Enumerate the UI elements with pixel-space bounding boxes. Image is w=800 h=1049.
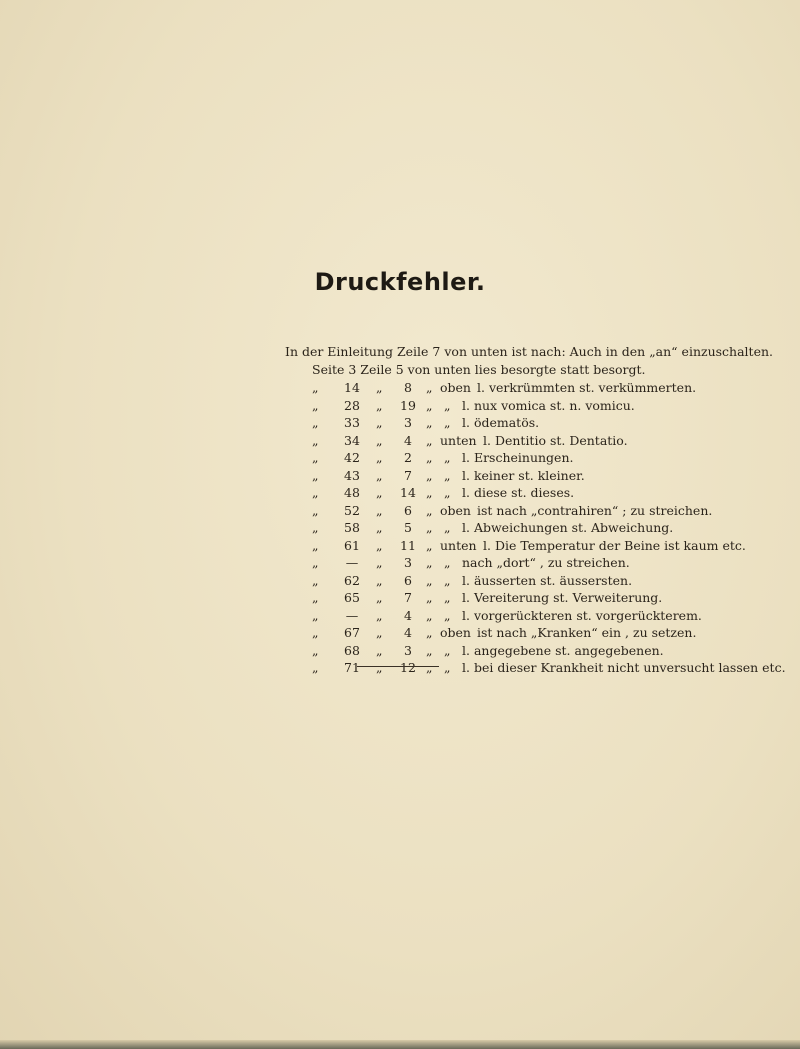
ditto-mark: „ <box>312 625 319 640</box>
ditto-mark: „ <box>376 415 383 430</box>
line-number: 3 <box>404 642 412 658</box>
ditto-mark: „ <box>426 415 433 430</box>
ditto-mark: „ <box>376 397 383 413</box>
ditto-mark: „ <box>426 502 433 518</box>
ditto-mark: „ <box>376 450 383 465</box>
page-number: 52 <box>344 502 360 518</box>
line-number: 3 <box>404 415 412 430</box>
line-number: 4 <box>404 625 412 640</box>
page-number: 67 <box>344 625 360 640</box>
position-word: oben <box>440 380 471 395</box>
ditto-mark: „ <box>312 502 319 518</box>
line-number: 5 <box>404 520 412 535</box>
ditto-mark: „ <box>426 397 433 413</box>
position-word: oben <box>440 502 471 518</box>
ditto-mark: „ <box>426 537 433 553</box>
page-number: 28 <box>344 397 360 413</box>
page-number: 62 <box>344 572 360 588</box>
ditto-mark: „ <box>376 642 383 658</box>
line-number: 14 <box>400 485 416 500</box>
line-number: 6 <box>404 572 412 588</box>
correction-text: l. äusserten st. äussersten. <box>462 572 633 588</box>
ditto-mark: „ <box>312 555 319 570</box>
correction-text: l. diese st. dieses. <box>462 485 575 500</box>
position-word: „ <box>444 660 451 675</box>
position-word: „ <box>444 590 451 605</box>
line-number: 7 <box>404 467 412 483</box>
ditto-mark: „ <box>376 432 383 448</box>
ditto-mark: „ <box>376 555 383 570</box>
page-number: — <box>345 555 359 570</box>
ditto-mark: „ <box>426 380 433 395</box>
position-word: unten <box>440 432 477 448</box>
page-number: 48 <box>344 485 360 500</box>
ditto-mark: „ <box>312 450 319 465</box>
ditto-mark: „ <box>312 467 319 483</box>
ditto-mark: „ <box>426 625 433 640</box>
correction-text: l. Die Temperatur der Beine ist kaum etc. <box>483 537 746 553</box>
ditto-mark: „ <box>426 660 433 675</box>
divider-rule <box>357 666 439 667</box>
line-number: 6 <box>404 502 412 518</box>
page-number: — <box>345 607 359 623</box>
ditto-mark: „ <box>312 572 319 588</box>
ditto-mark: „ <box>376 502 383 518</box>
page-number: 33 <box>344 415 360 430</box>
ditto-mark: „ <box>312 590 319 605</box>
ditto-mark: „ <box>312 485 319 500</box>
page-title: Druckfehler. <box>314 268 486 296</box>
ditto-mark: „ <box>426 450 433 465</box>
position-word: unten <box>440 537 477 553</box>
line-number: 2 <box>404 450 412 465</box>
ditto-mark: „ <box>376 380 383 395</box>
position-word: „ <box>444 520 451 535</box>
line-number: 19 <box>400 397 416 413</box>
page-number: 34 <box>344 432 360 448</box>
ditto-mark: „ <box>426 467 433 483</box>
page-number: 61 <box>344 537 360 553</box>
ditto-mark: „ <box>376 607 383 623</box>
position-word: „ <box>444 485 451 500</box>
ditto-mark: „ <box>376 660 383 675</box>
page-number: 71 <box>344 660 360 675</box>
ditto-mark: „ <box>426 607 433 623</box>
page-number: 65 <box>344 590 360 605</box>
ditto-mark: „ <box>312 415 319 430</box>
correction-text: l. bei dieser Krankheit nicht unversucht lassen etc. <box>462 660 786 675</box>
correction-text: l. keiner st. kleiner. <box>462 467 585 483</box>
position-word: „ <box>444 572 451 588</box>
position-word: „ <box>444 607 451 623</box>
page-number: 58 <box>344 520 360 535</box>
position-word: „ <box>444 467 451 483</box>
ditto-mark: „ <box>426 520 433 535</box>
correction-text: l. Abweichungen st. Abweichung. <box>462 520 674 535</box>
correction-text: l. Vereiterung st. Verweiterung. <box>462 590 663 605</box>
ditto-mark: „ <box>376 537 383 553</box>
ditto-mark: „ <box>376 485 383 500</box>
ditto-mark: „ <box>376 572 383 588</box>
line-number: 7 <box>404 590 412 605</box>
line-number: 8 <box>404 380 412 395</box>
intro-line: In der Einleitung Zeile 7 von unten ist nach: Auch in den „an“ einzuschalten. <box>285 344 773 359</box>
ditto-mark: „ <box>426 642 433 658</box>
correction-text: l. Erscheinungen. <box>462 450 574 465</box>
page-number: 14 <box>344 380 360 395</box>
ditto-mark: „ <box>426 590 433 605</box>
correction-text: l. nux vomica st. n. vomicu. <box>462 397 635 413</box>
ditto-mark: „ <box>312 642 319 658</box>
position-word: „ <box>444 642 451 658</box>
position-word: „ <box>444 555 451 570</box>
position-word: oben <box>440 625 471 640</box>
ditto-mark: „ <box>312 432 319 448</box>
ditto-mark: „ <box>376 467 383 483</box>
ditto-mark: „ <box>426 555 433 570</box>
ditto-mark: „ <box>312 397 319 413</box>
header-line: Seite 3 Zeile 5 von unten lies besorgte statt besorgt. <box>312 362 646 377</box>
line-number: 4 <box>404 432 412 448</box>
line-number: 12 <box>400 660 416 675</box>
position-word: „ <box>444 450 451 465</box>
line-number: 4 <box>404 607 412 623</box>
correction-text: nach „dort“ , zu streichen. <box>462 555 630 570</box>
position-word: „ <box>444 415 451 430</box>
page-number: 43 <box>344 467 360 483</box>
ditto-mark: „ <box>376 520 383 535</box>
ditto-mark: „ <box>376 590 383 605</box>
correction-text: l. verkrümmten st. verkümmerten. <box>477 380 697 395</box>
page-edge <box>0 1040 800 1049</box>
ditto-mark: „ <box>426 572 433 588</box>
correction-text: ist nach „Kranken“ ein , zu setzen. <box>477 625 697 640</box>
ditto-mark: „ <box>312 537 319 553</box>
ditto-mark: „ <box>426 432 433 448</box>
ditto-mark: „ <box>376 625 383 640</box>
correction-text: l. Dentitio st. Dentatio. <box>483 432 628 448</box>
ditto-mark: „ <box>312 607 319 623</box>
page-number: 68 <box>344 642 360 658</box>
correction-text: l. vorgerückteren st. vorgerückterem. <box>462 607 702 623</box>
ditto-mark: „ <box>312 520 319 535</box>
line-number: 11 <box>400 537 416 553</box>
correction-text: ist nach „contrahiren“ ; zu streichen. <box>477 502 713 518</box>
correction-text: l. angegebene st. angegebenen. <box>462 642 664 658</box>
ditto-mark: „ <box>312 380 319 395</box>
line-number: 3 <box>404 555 412 570</box>
position-word: „ <box>444 397 451 413</box>
correction-text: l. ödematös. <box>462 415 540 430</box>
ditto-mark: „ <box>426 485 433 500</box>
page-number: 42 <box>344 450 360 465</box>
ditto-mark: „ <box>312 660 319 675</box>
